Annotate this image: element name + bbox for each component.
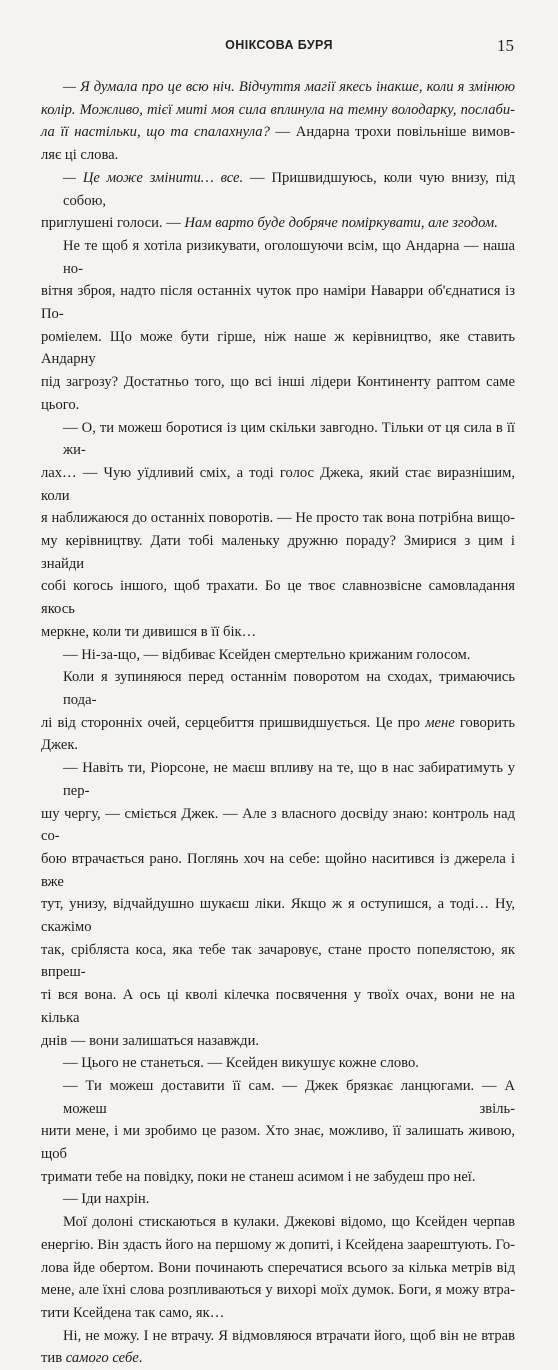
text-line [41,848,515,893]
text-line [41,530,515,575]
text-line [41,1302,515,1325]
text-line [41,417,515,462]
text-segment: му керівництву. Дати тобі маленьку дружню пораду? Змирися з цим і знайди [41,533,515,572]
italic-text: — Це може змінити… все. [63,169,244,186]
italic-text: Нам варто буде добряче поміркувати, але згодом. [184,215,498,232]
text-segment: Коли я зупиняюся перед останнім поворотом на сходах, тримаючись пода- [63,669,515,708]
text-line [41,167,515,212]
text-segment: Не те щоб я хотіла ризикувати, оголошуючи всім, що Андарна — наша но- [63,237,515,277]
text-line [41,1120,515,1165]
text-segment: тут, унизу, відчайдушно шукаєш ліки. Якщо ж я оступишся, а тоді… Ну, скажімо [41,896,515,936]
text-line [41,280,515,325]
text-segment: меркне, коли ти дивишся в її бік… [41,623,257,640]
text-line [41,666,515,711]
text-line [41,575,515,620]
text-segment: — Цього не станеться. — Ксейден викушує кожне слово. [63,1055,419,1072]
text-line [41,939,515,984]
text-line [41,1211,515,1234]
text-segment: Ні, не можу. І не втрачу. Я відмовляюся втрачати його, щоб він не втрав [63,1327,515,1344]
text-segment: ті вся вона. А ось ці кволі кілечка посвячення у твоїх очах, вони не на кілька [41,987,515,1026]
text-line [41,326,515,371]
text-line [41,76,515,99]
body-text [41,76,515,1370]
page-number: 15 [497,36,514,55]
text-segment: говорить Джек. [41,714,515,754]
text-segment: собі когось іншого, щоб трахати. Бо це твоє славнозвісне самовладання якось [41,578,515,618]
italic-text: ла її настільки, що та спалахнула? [41,124,270,141]
text-line [41,235,515,280]
text-segment: — Ти можеш доставити її сам. — Джек брязкає ланцюгами. — А можеш звіль- [63,1077,515,1117]
text-segment: днів — вони залишаться назавжди. [41,1032,260,1049]
text-segment: — О, ти можеш боротися із цим скільки завгодно. Тільки от ця сила в її жи- [63,419,515,459]
text-segment: — Навіть ти, Ріорсоне, не маєш впливу на те, що в нас забиратимуть у пер- [63,760,515,799]
text-segment: приглушені голоси. — [41,215,185,232]
text-line [41,1052,515,1075]
text-line [41,803,515,848]
text-line [41,462,515,507]
text-segment: . [138,1350,143,1367]
text-segment: — Андарна трохи повільніше вимов- [269,124,515,141]
text-segment: ляє ці слова. [41,147,119,164]
text-segment: так, сріблястa коса, яка тебе так зачаровує, стане просто попелястою, як впреш- [41,941,515,981]
text-line [41,144,515,167]
text-line [41,1030,515,1053]
text-line [41,1279,515,1302]
italic-text: — Я думала про це всю ніч. Відчуття магії якесь інакше, коли я змінюю [63,79,515,95]
text-segment: мене, але їхні слова розпливаються у вихорі моїх думок. Боги, я можу втра- [41,1282,515,1299]
text-line [41,644,515,667]
text-segment: роміелем. Що може бути гірше, ніж наше ж керівництво, яке ставить Андарну [41,328,515,368]
text-segment: Мої долоні стискаються в кулаки. Джекові відомо, що Ксейден черпав [63,1214,515,1231]
text-line [41,1166,515,1189]
text-line [41,1347,515,1370]
text-segment: — Іди нахрін. [63,1191,150,1208]
text-line [41,99,515,122]
text-line [41,893,515,938]
book-title: ОНІКСОВА БУРЯ [225,38,333,52]
text-segment: бою втрачається рано. Поглянь хоч на себе: щойно наситився із джерела і вже [41,850,515,890]
text-line [41,984,515,1029]
text-line [41,121,515,144]
text-segment: лова йде обертом. Вони починають сперечатися всього за кілька метрів від [41,1259,515,1276]
text-segment: тити Ксейдена так само, як… [41,1304,225,1321]
text-segment: — Ні-за-що, — відбиває Ксейден смертельно крижаним голосом. [63,646,471,663]
text-line [41,371,515,416]
text-line [41,1257,515,1280]
text-line [41,1075,515,1120]
text-segment: тив [41,1350,66,1367]
text-line [41,507,515,530]
text-line [41,1325,515,1348]
text-segment: шу чергу, — сміється Джек. — Але з власного досвіду знаю: контроль над со- [41,805,515,845]
text-line [41,712,515,757]
italic-text: колір. Можливо, тієї миті моя сила вплинула на темну володарку, послаби- [41,101,515,118]
text-segment: — Пришвидшуюсь, коли чую внизу, під собою, [63,169,515,209]
text-segment: лах… — Чую уїдливий сміх, а тоді голос Джека, який стає виразнішим, коли [41,464,515,504]
text-line [41,1234,515,1257]
text-segment: лі від сторонніх очей, серцебиття пришвидшується. Це про [41,714,426,731]
text-segment: я наближаюся до останніх поворотів. — Не просто так вона потрібна вищо- [41,510,515,527]
text-segment: вітня зброя, надто після останніх чуток про наміри Наварри об'єднатися із По- [41,283,515,323]
running-head [0,38,558,58]
text-segment: під загрозу? Достатньо того, що всі інші лідери Континенту раптом саме цього. [41,374,515,413]
text-segment: енергію. Він здасть його на першому ж допиті, і Ксейдена заарештують. Го- [41,1236,515,1253]
text-line [41,1188,515,1211]
text-line [41,212,515,235]
text-segment: нити мене, і ми зробимо це разом. Хто знає, можливо, її залишать живою, щоб [41,1123,515,1163]
text-line [41,621,515,644]
text-line [41,757,515,802]
text-segment: тримати тебе на повідку, поки не станеш асимом і не забудеш про неї. [41,1168,476,1185]
italic-text: самого себе [65,1350,139,1367]
italic-text: мене [425,714,455,731]
